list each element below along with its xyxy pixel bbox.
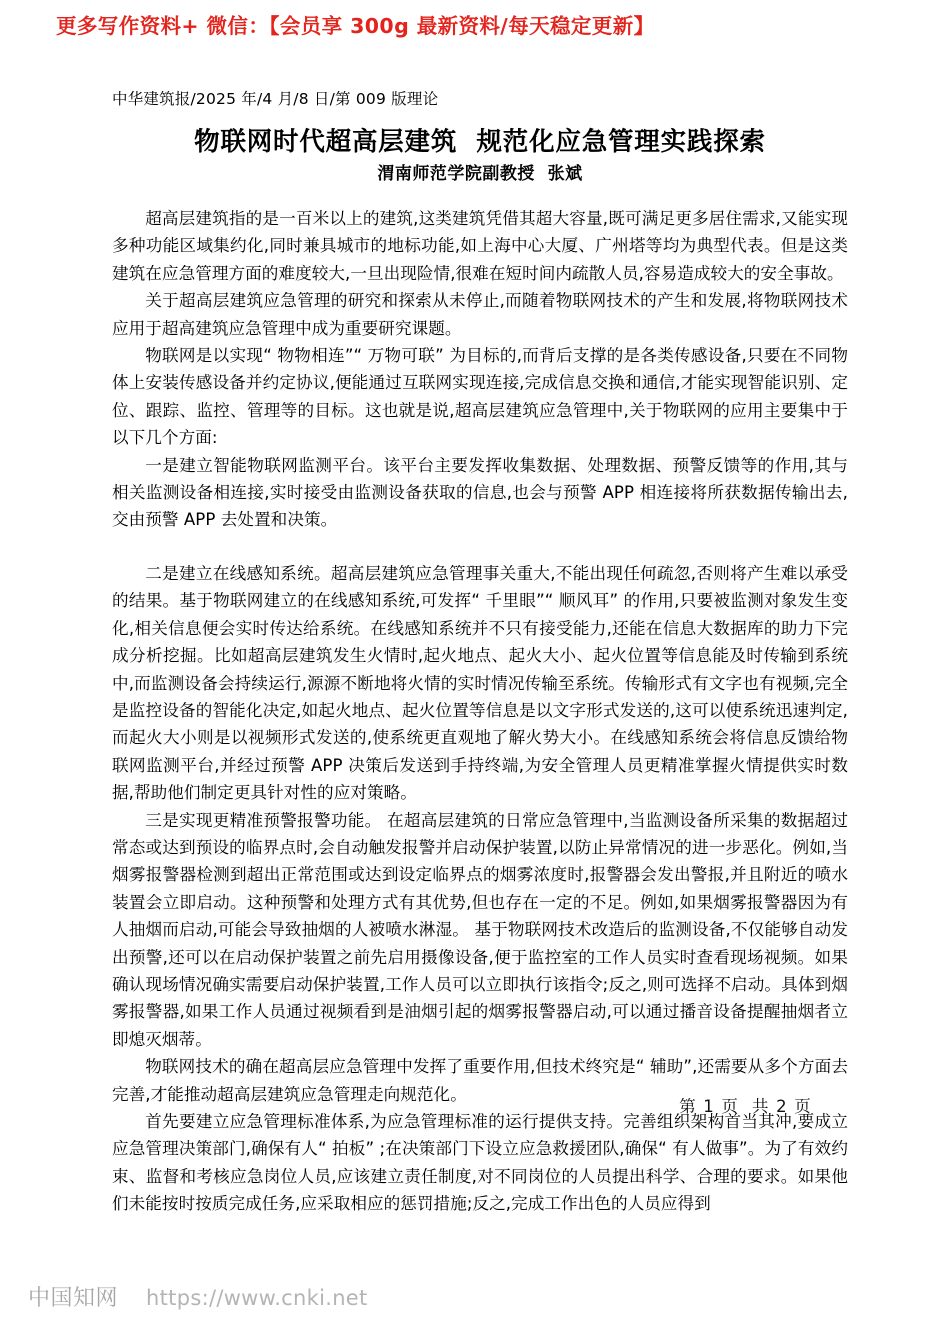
article-paragraph: 三是实现更精准预警报警功能。 在超高层建筑的日常应急管理中,当监测设备所采集的数据超过常态或达到预设的临界点时,会自动触发报警并启动保护装置,以防止异常情况的进一步恶化。例如,当烟雾报警器检测到超出正常范围或达到设定临界点的烟雾浓度时,报警器会发出警报,并且附近的喷水装置会立即启动。这种预警和处理方式有其优势,但也存在一定的不足。例如,如果烟雾报警器因为有人抽烟而启动,可能会导致抽烟的人被喷水淋湿。 基于物联网技术改造后的监测设备,不仅能够自动发出预警,还可以在启动保护装置之前先启用摄像设备,便于监控室的工作人员实时查看现场视频。如果确认现场情况确实需要启动保护装置,工作人员可以立即执行该指令;反之,则可选择不启动。具体到烟雾报警器,如果工作人员通过视频看到是油烟引起的烟雾报警器启动,可以通过播音设备提醒抽烟者立即熄灭烟蒂。 [112,810,848,1049]
cnki-url: https://www.cnki.net [146,1286,368,1310]
article-body [112,205,848,1218]
article-paragraph: 一是建立智能物联网监测平台。该平台主要发挥收集数据、处理数据、预警反馈等的作用,其与相关监测设备相连接,实时接受由监测设备获取的信息,也会与预警 APP 相连接将所获数据传输出去,交由预警 APP 去处置和决策。 [112,455,848,530]
promo-banner [0,14,950,40]
article-paragraph: 关于超高层建筑应急管理的研究和探索从未停止,而随着物联网技术的产生和发展,将物联网技术应用于超高建筑应急管理中成为重要研究课题。 [112,291,848,338]
article-source-line: 中华建筑报/2025 年/4 月/8 日/第 009 版理论 [112,90,439,108]
cnki-watermark [28,1288,368,1310]
article-byline: 渭南师范学院副教授 张斌 [377,164,583,184]
article-paragraph: 二是建立在线感知系统。超高层建筑应急管理事关重大,不能出现任何疏忽,否则将产生难以承受的结果。基于物联网建立的在线感知系统,可发挥“ 千里眼”“ 顺风耳” 的作用,只要被监测对象发生变化,相关信息便会实时传达给系统。在线感知系统并不只有接受能力,还能在信息大数据库的助力下完成分析挖掘。比如超高层建筑发生火情时,起火地点、起火大小、起火位置等信息能及时传输到系统中,而监测设备会持续运行,源源不断地将火情的实时情况传输至系统。传输形式有文字也有视频,完全是监控设备的智能化决定,如起火地点、起火位置等信息是以文字形式发送的,这可以使系统迅速判定,而起火大小则是以视频形式发送的,使系统更直观地了解火势大小。在线感知系统会将信息反馈给物联网监测平台,并经过预警 APP 决策后发送到手持终端,为安全管理人员更精准掌握火情提供实时数据,帮助他们制定更具针对性的应对策略。 [112,563,848,803]
article-paragraph: 物联网技术的确在超高层应急管理中发挥了重要作用,但技术终究是“ 辅助”,还需要从多个方面去完善,才能推动超高层建筑应急管理走向规范化。 [112,1057,848,1104]
article-paragraph: 物联网是以实现“ 物物相连”“ 万物可联” 为目标的,而背后支撑的是各类传感设备,只要在不同物体上安装传感设备并约定协议,便能通过互联网实现连接,完成信息交换和通信,才能实现智能识别、定位、跟踪、监控、管理等的目标。这也就是说,超高层建筑应急管理中,关于物联网的应用主要集中于以下几个方面: [112,346,848,448]
page-number: 第 1 页 共 2 页 [679,1097,812,1116]
article-title: 物联网时代超高层建筑 规范化应急管理实践探索 [194,127,766,157]
article-container [112,88,848,1218]
cnki-brand-name: 中国知网 [28,1286,119,1311]
promo-banner-text: 更多写作资料+ 微信：【会员享 300g 最新资料/每天稳定更新】 [56,14,655,38]
article-paragraph: 首先要建立应急管理标准体系,为应急管理标准的运行提供支持。完善组织架构首当其冲,要成立应急管理决策部门,确保有人“ 拍板” ;在决策部门下设立应急救援团队,确保“ 有人做事”。为了有效约束、监督和考核应急岗位人员,应该建立责任制度,对不同岗位的人员提出科学、合理的要求。如果他们未能按时按质完成任务,应采取相应的惩罚措施;反之,完成工作出色的人员应得到 [112,1112,848,1214]
article-paragraph: 超高层建筑指的是一百米以上的建筑,这类建筑凭借其超大容量,既可满足更多居住需求,又能实现多种功能区域集约化,同时兼具城市的地标功能,如上海中心大厦、广州塔等均为典型代表。但是这类建筑在应急管理方面的难度较大,一旦出现险情,很难在短时间内疏散人员,容易造成较大的安全事故。 [112,209,848,283]
